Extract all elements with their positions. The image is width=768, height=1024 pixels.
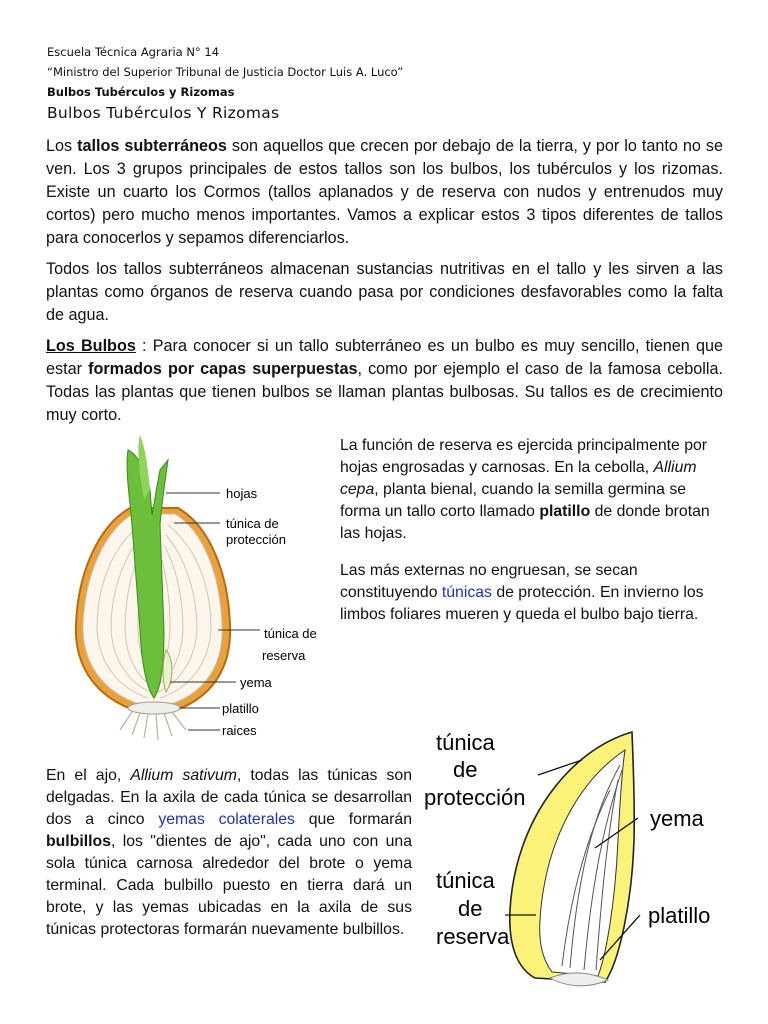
garlic-diagram [420, 720, 730, 1020]
paragraph-reserve: Todos los tallos subterráneos almacenan sustancias nutritivas en el tallo y les sirven a las plantas como órganos de reserva cuando pasa por condiciones desfavorables como la falta de agua. [46, 260, 723, 324]
paragraph-cebolla: La función de reserva es ejercida principalmente por hojas engrosadas y carnosas. En la cebolla, Allium cepa, planta bienal, cuando la semilla germina se forma un tallo corto llamado platillo de donde brotan las hojas. [340, 437, 710, 542]
garlic-label-yema: yema [650, 806, 704, 831]
garlic-label-tunica-proteccion: túnica [436, 730, 495, 755]
onion-label-hojas: hojas [226, 486, 258, 501]
school-motto: “Ministro del Superior Tribunal de Justicia Doctor Luis A. Luco” [47, 65, 404, 79]
garlic-label-platillo: platillo [648, 903, 711, 928]
paragraph-intro: Los tallos subterráneos son aquellos que crecen por debajo de la tierra, y por lo tanto no se ven. Los 3 grupos principales de estos tallos son los bulbos, los tubérculos y los rizomas. Existe un cuarto los Cormos (tallos aplanados y de reserva con nudos y entrenudos muy cortos) pero mucho menos importantes. Vamos a explicar estos 3 tipos diferentes de tallos para conocerlos y sepamos diferenciarlos. [46, 137, 723, 247]
onion-label-platillo: platillo [222, 701, 259, 716]
onion-label-raices: raices [222, 723, 257, 738]
paragraph-bulbos: Los Bulbos : Para conocer si un tallo subterráneo es un bulbo es muy sencillo, tienen que estar formados por capas superpuestas, como por ejemplo el caso de la famosa cebolla. Todas las plantas que tienen bulbos se llaman plantas bulbosas. Su tallos es de crecimiento muy corto. [46, 337, 723, 424]
link-tunicas[interactable]: túnicas [441, 584, 492, 601]
school-name: Escuela Técnica Agraria N° 14 [47, 45, 220, 59]
svg-text:protección: protección [226, 532, 286, 547]
bulbos-heading: Los Bulbos [46, 337, 136, 355]
paragraph-ajo: En el ajo, Allium sativum, todas las túnicas son delgadas. En la axila de cada túnica se desarrollan dos a cinco yemas colaterales que formarán bulbillos, los "dientes de ajo", cada uno con una sola túnica carnosa alrededor del brote o yema terminal. Cada bulbillo puesto en tierra dará un brote, y las yemas ubicadas en la axila de sus túnicas protectoras formarán nuevamente bulbillos. [46, 767, 412, 938]
onion-label-yema: yema [240, 675, 272, 690]
onion-label-tunica-reserva: túnica de [264, 626, 317, 641]
subject-line: Bulbos Tubérculos y Rizomas [47, 85, 235, 99]
svg-text:reserva: reserva [436, 924, 510, 949]
onion-label-tunica-proteccion: túnica de [226, 516, 279, 531]
page-title: Bulbos Tubérculos Y Rizomas [47, 104, 280, 122]
svg-text:protección: protección [424, 785, 526, 810]
svg-text:de: de [458, 896, 483, 921]
svg-text:de: de [453, 757, 478, 782]
onion-diagram [70, 430, 335, 750]
garlic-label-tunica-reserva: túnica [436, 868, 495, 893]
svg-text:reserva: reserva [262, 648, 306, 663]
paragraph-tunicas: Las más externas no engruesan, se secan constituyendo túnicas de protección. En invierno los limbos foliares mueren y queda el bulbo bajo tierra. [340, 562, 704, 623]
link-yemas-colaterales[interactable]: yemas colaterales [158, 811, 295, 828]
